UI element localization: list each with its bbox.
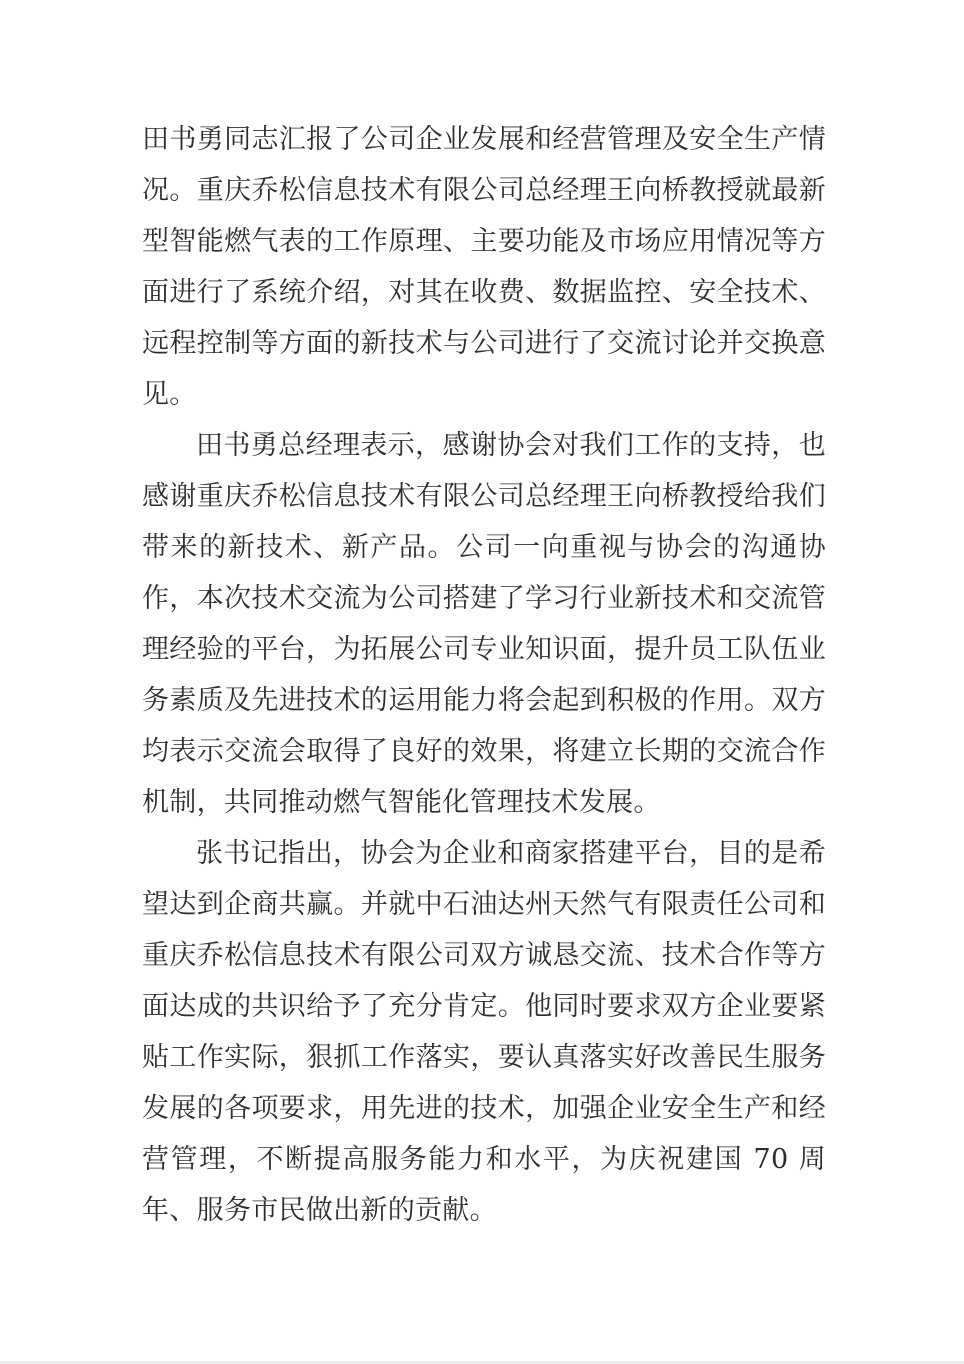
document-body-text [142,114,826,1236]
paragraph: 田书勇总经理表示，感谢协会对我们工作的支持，也感谢重庆乔松信息技术有限公司总经理王向桥教授给我们带来的新技术、新产品。公司一向重视与协会的沟通协作，本次技术交流为公司搭建了学习行业新技术和交流管理经验的平台，为拓展公司专业知识面，提升员工队伍业务素质及先进技术的运用能力将会起到积极的作用。双方均表示交流会取得了良好的效果，将建立长期的交流合作机制，共同推动燃气智能化管理技术发展。 [142,430,826,818]
paragraph: 张书记指出，协会为企业和商家搭建平台，目的是希望达到企商共赢。并就中石油达州天然气有限责任公司和重庆乔松信息技术有限公司双方诚恳交流、技术合作等方面达成的共识给予了充分肯定。他同时要求双方企业要紧贴工作实际，狠抓工作落实，要认真落实好改善民生服务发展的各项要求，用先进的技术，加强企业安全生产和经营管理，不断提高服务能力和水平，为庆祝建国 70 周年、服务市民做出新的贡献。 [142,838,826,1226]
paragraph-continuation: 田书勇同志汇报了公司企业发展和经营管理及安全生产情况。重庆乔松信息技术有限公司总经理王向桥教授就最新型智能燃气表的工作原理、主要功能及市场应用情况等方面进行了系统介绍，对其在收费、数据监控、安全技术、远程控制等方面的新技术与公司进行了交流讨论并交换意见。 [142,124,826,410]
